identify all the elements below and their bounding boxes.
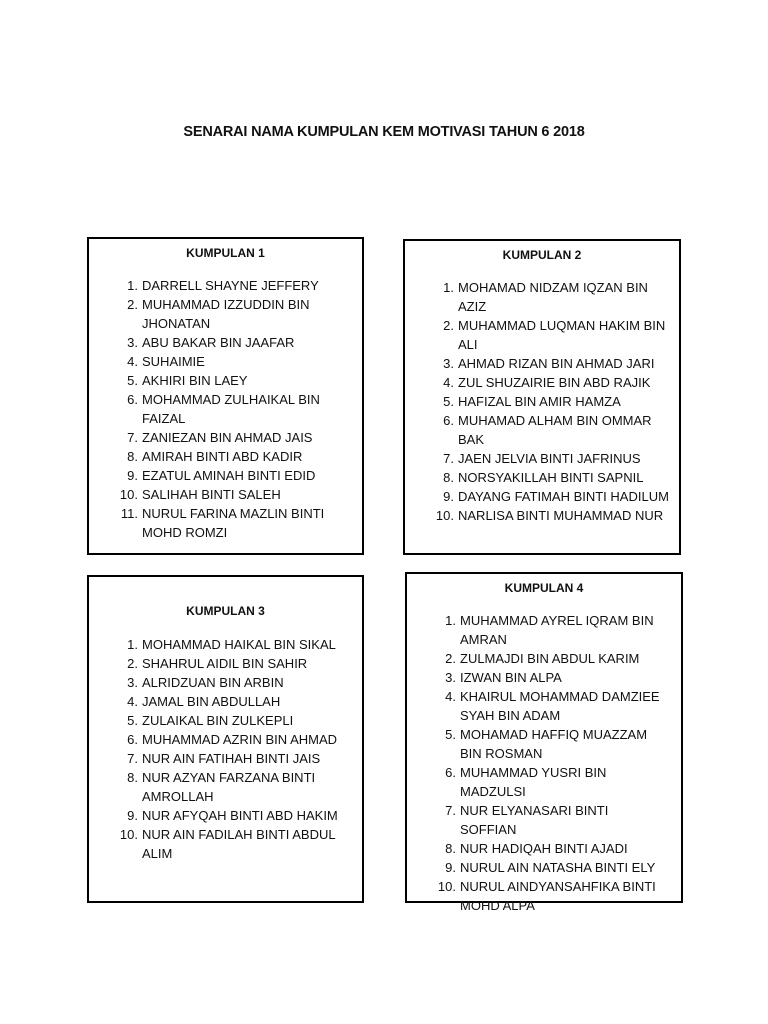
list-item-number: 10.: [119, 827, 138, 842]
member-name: JAMAL BIN ABDULLAH: [142, 694, 281, 709]
member-name: KHAIRUL MOHAMMAD DAMZIEE SYAH BIN ADAM: [460, 689, 660, 723]
list-item: [436, 763, 668, 801]
list-item: [436, 649, 668, 668]
member-name: IZWAN BIN ALPA: [460, 670, 562, 685]
list-item: [436, 839, 668, 858]
list-item: [118, 447, 338, 466]
list-item: [436, 725, 668, 763]
list-item: [118, 692, 358, 711]
group-title: KUMPULAN 4: [504, 581, 584, 595]
group-title: KUMPULAN 3: [186, 604, 265, 618]
list-item-number: 10.: [437, 879, 456, 894]
list-item: [434, 487, 674, 506]
list-item-number: 1.: [443, 280, 454, 295]
list-item: [118, 749, 358, 768]
group-box-4: [405, 572, 683, 913]
list-item-number: 9.: [445, 860, 456, 875]
member-name: NURUL AINDYANSAHFIKA BINTI MOHD ALPA: [460, 879, 656, 913]
list-item-number: 2.: [445, 651, 456, 666]
list-item-number: 6.: [127, 392, 138, 407]
group-title: KUMPULAN 1: [186, 246, 265, 260]
list-item-number: 5.: [127, 373, 138, 388]
member-list: [118, 635, 358, 863]
list-item-number: 9.: [127, 808, 138, 823]
member-name: NUR HADIQAH BINTI AJADI: [460, 841, 628, 856]
member-name: ABU BAKAR BIN JAAFAR: [142, 335, 295, 350]
list-item: [118, 635, 358, 654]
member-name: NUR AIN FADILAH BINTI ABDUL ALIM: [142, 827, 336, 861]
list-item: [118, 673, 358, 692]
list-item-number: 4.: [445, 689, 456, 704]
list-item-number: 10.: [119, 487, 138, 502]
list-item-number: 9.: [443, 489, 454, 504]
list-item: [118, 730, 358, 749]
list-item-number: 1.: [127, 637, 138, 652]
list-item: [118, 428, 338, 447]
member-name: MOHAMMAD HAIKAL BIN SIKAL: [142, 637, 336, 652]
list-item-number: 3.: [443, 356, 454, 371]
member-name: ZUL SHUZAIRIE BIN ABD RAJIK: [458, 375, 651, 390]
list-item: [118, 825, 358, 863]
list-item-number: 7.: [443, 451, 454, 466]
member-name: MUHAMMAD AZRIN BIN AHMAD: [142, 732, 338, 747]
member-name: SUHAIMIE: [142, 354, 205, 369]
list-item: [436, 687, 668, 725]
member-name: EZATUL AMINAH BINTI EDID: [142, 468, 316, 483]
list-item: [434, 449, 674, 468]
group-box-2: [403, 239, 681, 555]
member-name: MOHAMAD NIDZAM IQZAN BIN AZIZ: [458, 280, 648, 314]
list-item-number: 9.: [127, 468, 138, 483]
list-item-number: 4.: [127, 694, 138, 709]
member-name: NUR AZYAN FARZANA BINTI AMROLLAH: [142, 770, 316, 804]
member-name: AHMAD RIZAN BIN AHMAD JARI: [458, 356, 655, 371]
group-box-3: [87, 575, 364, 903]
member-name: NUR AIN FATIHAH BINTI JAIS: [142, 751, 321, 766]
list-item: [118, 711, 358, 730]
list-item-number: 8.: [127, 770, 138, 785]
member-name: MUHAMMAD AYREL IQRAM BIN AMRAN: [460, 613, 654, 647]
list-item: [434, 373, 674, 392]
member-name: ZULAIKAL BIN ZULKEPLI: [142, 713, 294, 728]
member-name: NURUL FARINA MAZLIN BINTI MOHD ROMZI: [142, 506, 325, 540]
list-item-number: 7.: [127, 430, 138, 445]
list-item-number: 2.: [127, 297, 138, 312]
member-name: MUHAMMAD IZZUDDIN BIN JHONATAN: [142, 297, 310, 331]
member-name: SALIHAH BINTI SALEH: [142, 487, 281, 502]
member-name: ZULMAJDI BIN ABDUL KARIM: [460, 651, 640, 666]
member-name: NORSYAKILLAH BINTI SAPNIL: [458, 470, 644, 485]
page-title: SENARAI NAMA KUMPULAN KEM MOTIVASI TAHUN 6 2018: [183, 124, 585, 140]
list-item: [118, 466, 338, 485]
list-item-number: 8.: [127, 449, 138, 464]
member-name: ALRIDZUAN BIN ARBIN: [142, 675, 284, 690]
list-item-number: 5.: [445, 727, 456, 742]
member-name: SHAHRUL AIDIL BIN SAHIR: [142, 656, 308, 671]
list-item-number: 2.: [443, 318, 454, 333]
member-name: JAEN JELVIA BINTI JAFRINUS: [458, 451, 641, 466]
list-item: [118, 806, 358, 825]
member-name: MOHAMAD HAFFIQ MUAZZAM BIN ROSMAN: [460, 727, 648, 761]
list-item: [434, 392, 674, 411]
list-item-number: 3.: [127, 675, 138, 690]
list-item: [118, 295, 338, 333]
list-item: [118, 390, 338, 428]
list-item-number: 7.: [445, 803, 456, 818]
list-item-number: 6.: [443, 413, 454, 428]
member-name: MOHAMMAD ZULHAIKAL BIN FAIZAL: [142, 392, 320, 426]
group-title: KUMPULAN 2: [502, 248, 582, 262]
member-list: [434, 278, 674, 525]
list-item-number: 8.: [445, 841, 456, 856]
member-name: NUR ELYANASARI BINTI SOFFIAN: [460, 803, 609, 837]
list-item: [118, 352, 338, 371]
member-name: NURUL AIN NATASHA BINTI ELY: [460, 860, 656, 875]
list-item-number: 5.: [443, 394, 454, 409]
list-item: [118, 485, 338, 504]
member-name: NARLISA BINTI MUHAMMAD NUR: [458, 508, 664, 523]
member-name: ZANIEZAN BIN AHMAD JAIS: [142, 430, 313, 445]
member-name: AKHIRI BIN LAEY: [142, 373, 248, 388]
list-item: [434, 468, 674, 487]
list-item: [436, 877, 668, 915]
list-item-number: 1.: [127, 278, 138, 293]
member-name: NUR AFYQAH BINTI ABD HAKIM: [142, 808, 338, 823]
list-item: [118, 504, 338, 542]
member-name: MUHAMAD ALHAM BIN OMMAR BAK: [458, 413, 652, 447]
list-item-number: 4.: [443, 375, 454, 390]
member-name: MUHAMMAD YUSRI BIN MADZULSI: [460, 765, 607, 799]
list-item: [434, 316, 674, 354]
list-item-number: 6.: [445, 765, 456, 780]
list-item: [436, 668, 668, 687]
group-box-1: [87, 237, 364, 555]
list-item-number: 6.: [127, 732, 138, 747]
list-item: [434, 411, 674, 449]
list-item: [118, 371, 338, 390]
list-item: [118, 768, 358, 806]
list-item-number: 1.: [445, 613, 456, 628]
member-name: MUHAMMAD LUQMAN HAKIM BIN ALI: [458, 318, 666, 352]
member-name: AMIRAH BINTI ABD KADIR: [142, 449, 303, 464]
member-list: [118, 276, 338, 542]
list-item: [434, 354, 674, 373]
list-item-number: 3.: [127, 335, 138, 350]
list-item: [118, 333, 338, 352]
list-item-number: 7.: [127, 751, 138, 766]
list-item-number: 3.: [445, 670, 456, 685]
list-item-number: 11.: [120, 506, 138, 521]
member-list: [436, 611, 668, 915]
list-item-number: 10.: [435, 508, 454, 523]
list-item: [436, 858, 668, 877]
member-name: DAYANG FATIMAH BINTI HADILUM: [458, 489, 669, 504]
list-item: [118, 276, 338, 295]
member-name: HAFIZAL BIN AMIR HAMZA: [458, 394, 621, 409]
list-item: [118, 654, 358, 673]
member-name: DARRELL SHAYNE JEFFERY: [142, 278, 319, 293]
list-item-number: 8.: [443, 470, 454, 485]
list-item: [434, 278, 674, 316]
list-item: [436, 801, 668, 839]
list-item-number: 4.: [127, 354, 138, 369]
list-item-number: 5.: [127, 713, 138, 728]
list-item: [436, 611, 668, 649]
list-item: [434, 506, 674, 525]
list-item-number: 2.: [127, 656, 138, 671]
